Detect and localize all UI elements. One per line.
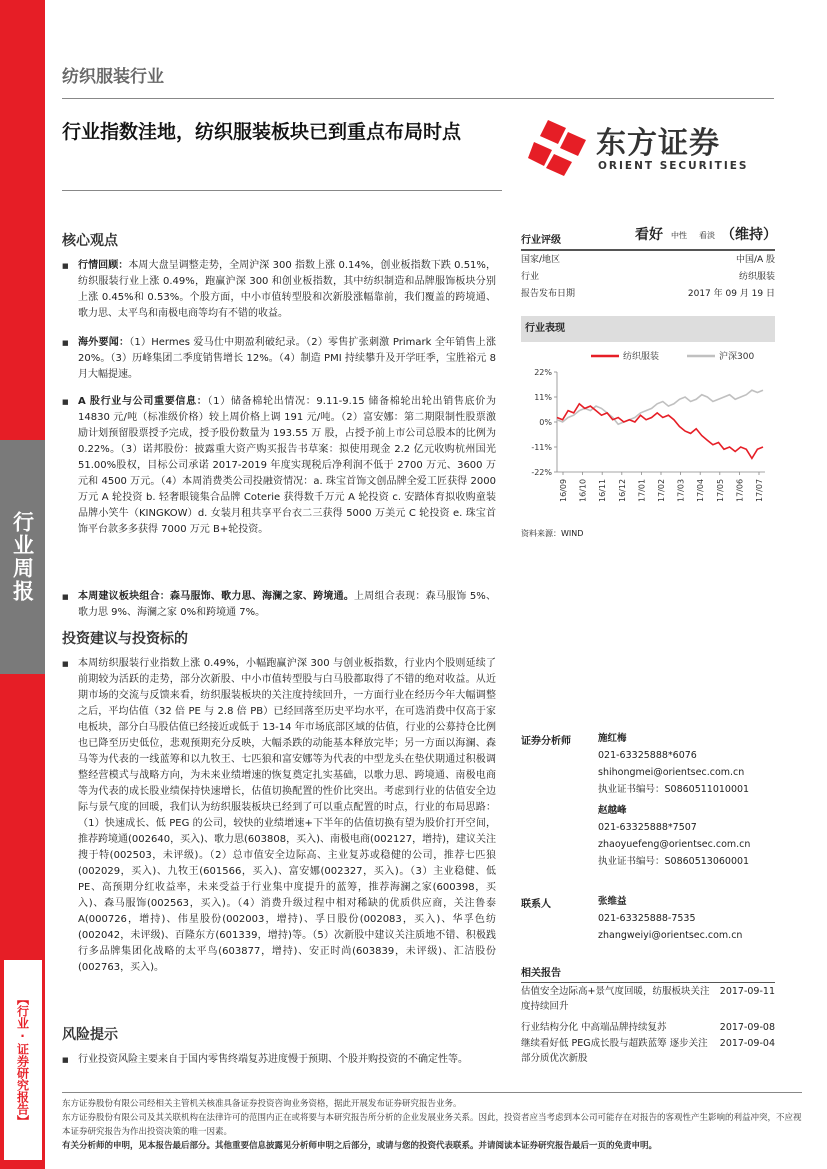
- y-tick-label: -22%: [531, 468, 552, 477]
- core-item-label: A 股行业与公司重要信息：: [78, 396, 208, 407]
- core-item-text: 本周大盘呈调整走势，全周沪深 300 指数上涨 0.14%，创业板指数下跌 0.51%，纺织服装行业上涨 0.49%，跑赢沪深 300 和创业板指数，其中纺织制造和品牌服饰板块分别上涨 0.45%和 0.53%。个股方面，中小市值转型股和次新股涨幅靠前，我们覆盖的跨境通、歌力思、太平鸟和南极电商等均有不错的收益。: [78, 260, 496, 319]
- analyst-name: 赵越峰: [598, 805, 627, 816]
- footer-line: 有关分析师的申明，见本报告最后部分。其他重要信息披露见分析师申明之后部分，或请与您的投资代表联系。并请阅读本证券研究报告最后一页的免责申明。: [62, 1141, 658, 1151]
- related-report-date: 2017-09-11: [719, 986, 775, 997]
- x-tick-label: 17/06: [735, 478, 745, 502]
- x-tick-label: 16/09: [559, 478, 568, 502]
- core-item-market-review: [78, 258, 496, 322]
- bullet-icon: ■: [62, 660, 69, 668]
- chart-source: 资料来源：WIND: [521, 529, 584, 538]
- core-item-text: （1）储备棉轮出情况：9.11-9.15 储备棉轮出轮出销售底价为 14830 元/吨（标准级价格）较上周价格上调 191 元/吨。（2）富安娜：第二期限制性股票激励计划预留股票授予完成，授予股份数量为 193.55 万 股，占授予前上市公司总股本的比例为 0.22%。（3）诺邦股份：披露重大资产购买报告书草案：拟使用现金 2.2 亿元收购杭州国光 51.00%股权，目标公司承诺 2017-2019 年度实现税后净利润不低于 2700 万元、3600 万元和 4500 万元。（4）本周消费类公司投融资情况：a. 珠宝首饰文创品牌全爱工匠获得 2000 万元 A 轮投资 b. 轻奢眼镜集合品牌 Coterie 获得数千万元 A 轮投资 c. 安踏体育拟收购童装品牌小笑牛（KINGKOW）d. 女装月租共享平台衣二三获得 5000 万美元 C 轮投资 e. 珠宝首饰平台款多多获得 7000 万元 B+轮投资。: [78, 396, 496, 535]
- analyst-phone: 021-63325888*7507: [598, 822, 697, 833]
- x-tick-label: 17/02: [657, 478, 666, 502]
- rating-negative: 看淡: [699, 231, 715, 240]
- bullet-icon: ■: [62, 398, 69, 406]
- related-report-item[interactable]: [521, 984, 775, 1014]
- rating-label: 行业评级: [521, 235, 561, 246]
- contact-name: 张维益: [598, 896, 627, 907]
- analyst-email[interactable]: zhaoyuefeng@orientsec.com.cn: [598, 839, 751, 850]
- x-tick-label: 17/01: [637, 478, 647, 502]
- related-reports-heading: 相关报告: [521, 964, 775, 983]
- related-report-item[interactable]: [521, 1036, 775, 1066]
- industry-name: 纺织服装行业: [62, 67, 164, 87]
- related-report-title[interactable]: 继续看好低 PEG成长股与超跌蓝筹 逐步关注部分质优次新股: [521, 1038, 708, 1064]
- core-item-company-news: [78, 394, 496, 538]
- footer-disclaimer: [62, 1097, 802, 1153]
- rating-row-date: [521, 286, 775, 299]
- rating-value: 看好: [635, 227, 663, 243]
- x-tick-label: 16/11: [598, 478, 608, 502]
- analyst-name: 施红梅: [598, 733, 627, 744]
- series-line: [557, 404, 763, 459]
- performance-title: 行业表现: [521, 316, 775, 342]
- footer-line: 东方证券股份有限公司及其关联机构在法律许可的范围内正在或将要与本研究报告所分析的企业发展业务关系。因此，投资者应当考虑到本公司可能存在对报告的客观性产生影响的利益冲突，不应视本证券研究报告为作出投资决策的唯一因素。: [62, 1113, 802, 1137]
- analyst-phone: 021-63325888*6076: [598, 750, 697, 761]
- report-type-label: 行业周报: [10, 511, 35, 603]
- y-tick-label: 11%: [534, 393, 552, 402]
- y-tick-label: 0%: [539, 418, 552, 427]
- analyst-1: [598, 730, 749, 798]
- analyst-cert: 执业证书编号：S0860511010001: [598, 784, 750, 795]
- bullet-icon: ■: [62, 262, 69, 270]
- rating-neutral: 中性: [671, 231, 687, 240]
- contact-phone: 021-63325888-7535: [598, 913, 696, 924]
- contact-email[interactable]: zhangweiyi@orientsec.com.cn: [598, 930, 743, 941]
- contact-person: [598, 893, 742, 944]
- y-tick-label: 22%: [534, 368, 552, 377]
- core-item-text: （1）Hermes 爱马仕中期盈利破纪录。（2）零售扩张刺激 Primark 全年销售上涨 20%。（3）历峰集团二季度销售增长 12%。（4）制造 PMI 持续攀升及开学旺季，宝胜裕元 8 月大幅提速。: [78, 337, 496, 380]
- x-tick-label: 16/12: [617, 478, 627, 502]
- legend-label: 纺织服装: [623, 352, 660, 362]
- analyst-2: [598, 802, 750, 870]
- rating-row-value: 纺织服装: [738, 272, 775, 282]
- related-report-title[interactable]: 估值安全边际高+景气度回暖，纺服板块关注度持续回升: [521, 986, 710, 1012]
- footer-line: 东方证券股份有限公司经相关主管机关核准具备证券投资咨询业务资格，据此开展发布证券研究报告业务。: [62, 1099, 462, 1109]
- y-tick-label: -11%: [531, 443, 552, 452]
- analyst-cert: 执业证书编号：S0860513060001: [598, 856, 750, 867]
- bullet-icon: ■: [62, 339, 69, 347]
- related-report-date: 2017-09-04: [719, 1038, 775, 1049]
- bullet-icon: ■: [62, 593, 69, 601]
- x-tick-label: 17/04: [696, 478, 706, 502]
- title-divider: [62, 190, 502, 191]
- x-tick-label: 16/10: [578, 478, 588, 502]
- contact-label: 联系人: [521, 899, 551, 910]
- bullet-icon: ■: [62, 1056, 69, 1064]
- core-item-label: 海外要闻：: [78, 337, 130, 348]
- x-tick-label: 17/03: [676, 478, 686, 502]
- risk-heading: 风险提示: [62, 1027, 118, 1043]
- rating-row-key: 国家/地区: [521, 255, 561, 265]
- core-item-label: 本周建议板块组合：森马服饰、歌力思、海澜之家、跨境通。: [78, 591, 355, 602]
- rating-header: [521, 228, 775, 251]
- report-category-label: 【行业·证券研究报告】: [4, 960, 42, 1160]
- core-item-overseas-news: [78, 335, 496, 383]
- rating-row-industry: [521, 269, 775, 282]
- header-divider: [62, 98, 774, 99]
- orient-logo-icon: [528, 118, 588, 178]
- logo-english-name: ORIENT SECURITIES: [598, 160, 749, 172]
- rating-row-key: 报告发布日期: [521, 289, 576, 299]
- logo-chinese-name: 东方证券: [596, 126, 720, 161]
- investment-paragraph: 本周纺织服装行业指数上涨 0.49%，小幅跑赢沪深 300 与创业板指数，行业内个股则延续了前期较为活跃的走势，部分次新股、中小市值转型股与白马股都取得了不错的绝对收益。从近期市场的交流与反馈来看，纺织服装板块的关注度持续回升，一方面行业在经历今年大幅调整之后，平均估值（32 倍 PE 与 2.8 倍 PB）已经回落至历史平均水平，在可选消费中仅高于家电板块，部分白马股估值已经接近或低于 13-14 年市场底部区域的估值，行业的公募持仓比例也已降至历史低位，悲观预期充分反映，大幅杀跌的动能基本释放完毕；另一方面以海澜、森马等为代表的一线蓝筹和以九牧王、七匹狼和富安娜等为代表的中型龙头在垫伏期通过积极调整经营模式与战略方向，为未来业绩增速的恢复奠定扎实基础，以歌力思、跨境通、南极电商等为代表的成长股业绩保持快速增长，估值切换配置的性价比突出。考虑到行业的估值安全边际与景气度的回暖，我们认为纺织服装板块已经到了可以重点配置的时点，行业的布局思路：（1）快速成长、低 PEG 的公司，较快的业绩增速+下半年的估值切换有望为股价打开空间，推荐跨境通(002640，买入)、歌力思(603808，买入)、南极电商(002127，增持)，建议关注搜于特(002503，未评级)。（2）总市值安全边际高、主业复苏或稳健的公司，推荐七匹狼(002029，买入)、九牧王(601566，买入)、富安娜(002327，买入)。（3）主业稳健、低 PE、高预期分红收益率，未来受益于行业集中度提升的蓝筹，推荐海澜之家(600398，买入)、森马服饰(002563，买入)。（4）消费升级过程中相对稀缺的优质供应商，关注鲁泰 A(000726，增持)、伟星股份(002003，增持)、孚日股份(002083，买入)、华孚色纺(002042，未评级)、百隆东方(601339，增持)等。（5）次新股中建议关注质地不错、积极践行多品牌集团化战略的太平鸟(603877，增持)、安正时尚(603839，未评级)、汇洁股份(002763，买入)。: [78, 658, 496, 973]
- related-report-title[interactable]: 行业结构分化 中高端品牌持续复苏: [521, 1022, 667, 1033]
- rating-maintain: （维持）: [721, 227, 777, 243]
- investment-heading: 投资建议与投资标的: [62, 631, 188, 647]
- analyst-email[interactable]: shihongmei@orientsec.com.cn: [598, 767, 745, 778]
- x-tick-label: 17/05: [715, 478, 725, 502]
- x-tick-label: 17/07: [755, 478, 764, 502]
- rating-row-value: 2017 年 09 月 19 日: [687, 289, 775, 299]
- core-views-heading: 核心观点: [62, 233, 118, 249]
- core-item-text: 上周组合表现：森马服饰 5%、歌力思 9%、海澜之家 0%和跨境通 7%。: [78, 591, 496, 618]
- risk-paragraph: 行业投资风险主要来自于国内零售终端复苏进度慢于预期、个股并购投资的不确定性等。: [78, 1054, 468, 1065]
- legend-label: 沪深300: [719, 352, 755, 362]
- related-report-date: 2017-09-08: [719, 1022, 775, 1033]
- rating-row-key: 行业: [521, 272, 540, 282]
- performance-chart: [521, 344, 775, 520]
- related-report-item[interactable]: [521, 1020, 775, 1035]
- core-item-label: 行情回顾：: [78, 260, 129, 271]
- rating-row-region: [521, 252, 775, 265]
- core-item-portfolio: [78, 589, 496, 621]
- page-title: 行业指数洼地，纺织服装板块已到重点布局时点: [62, 121, 462, 143]
- rating-row-value: 中国/A 股: [735, 255, 775, 265]
- footer-divider: [62, 1092, 802, 1093]
- analysts-label: 证券分析师: [521, 736, 571, 747]
